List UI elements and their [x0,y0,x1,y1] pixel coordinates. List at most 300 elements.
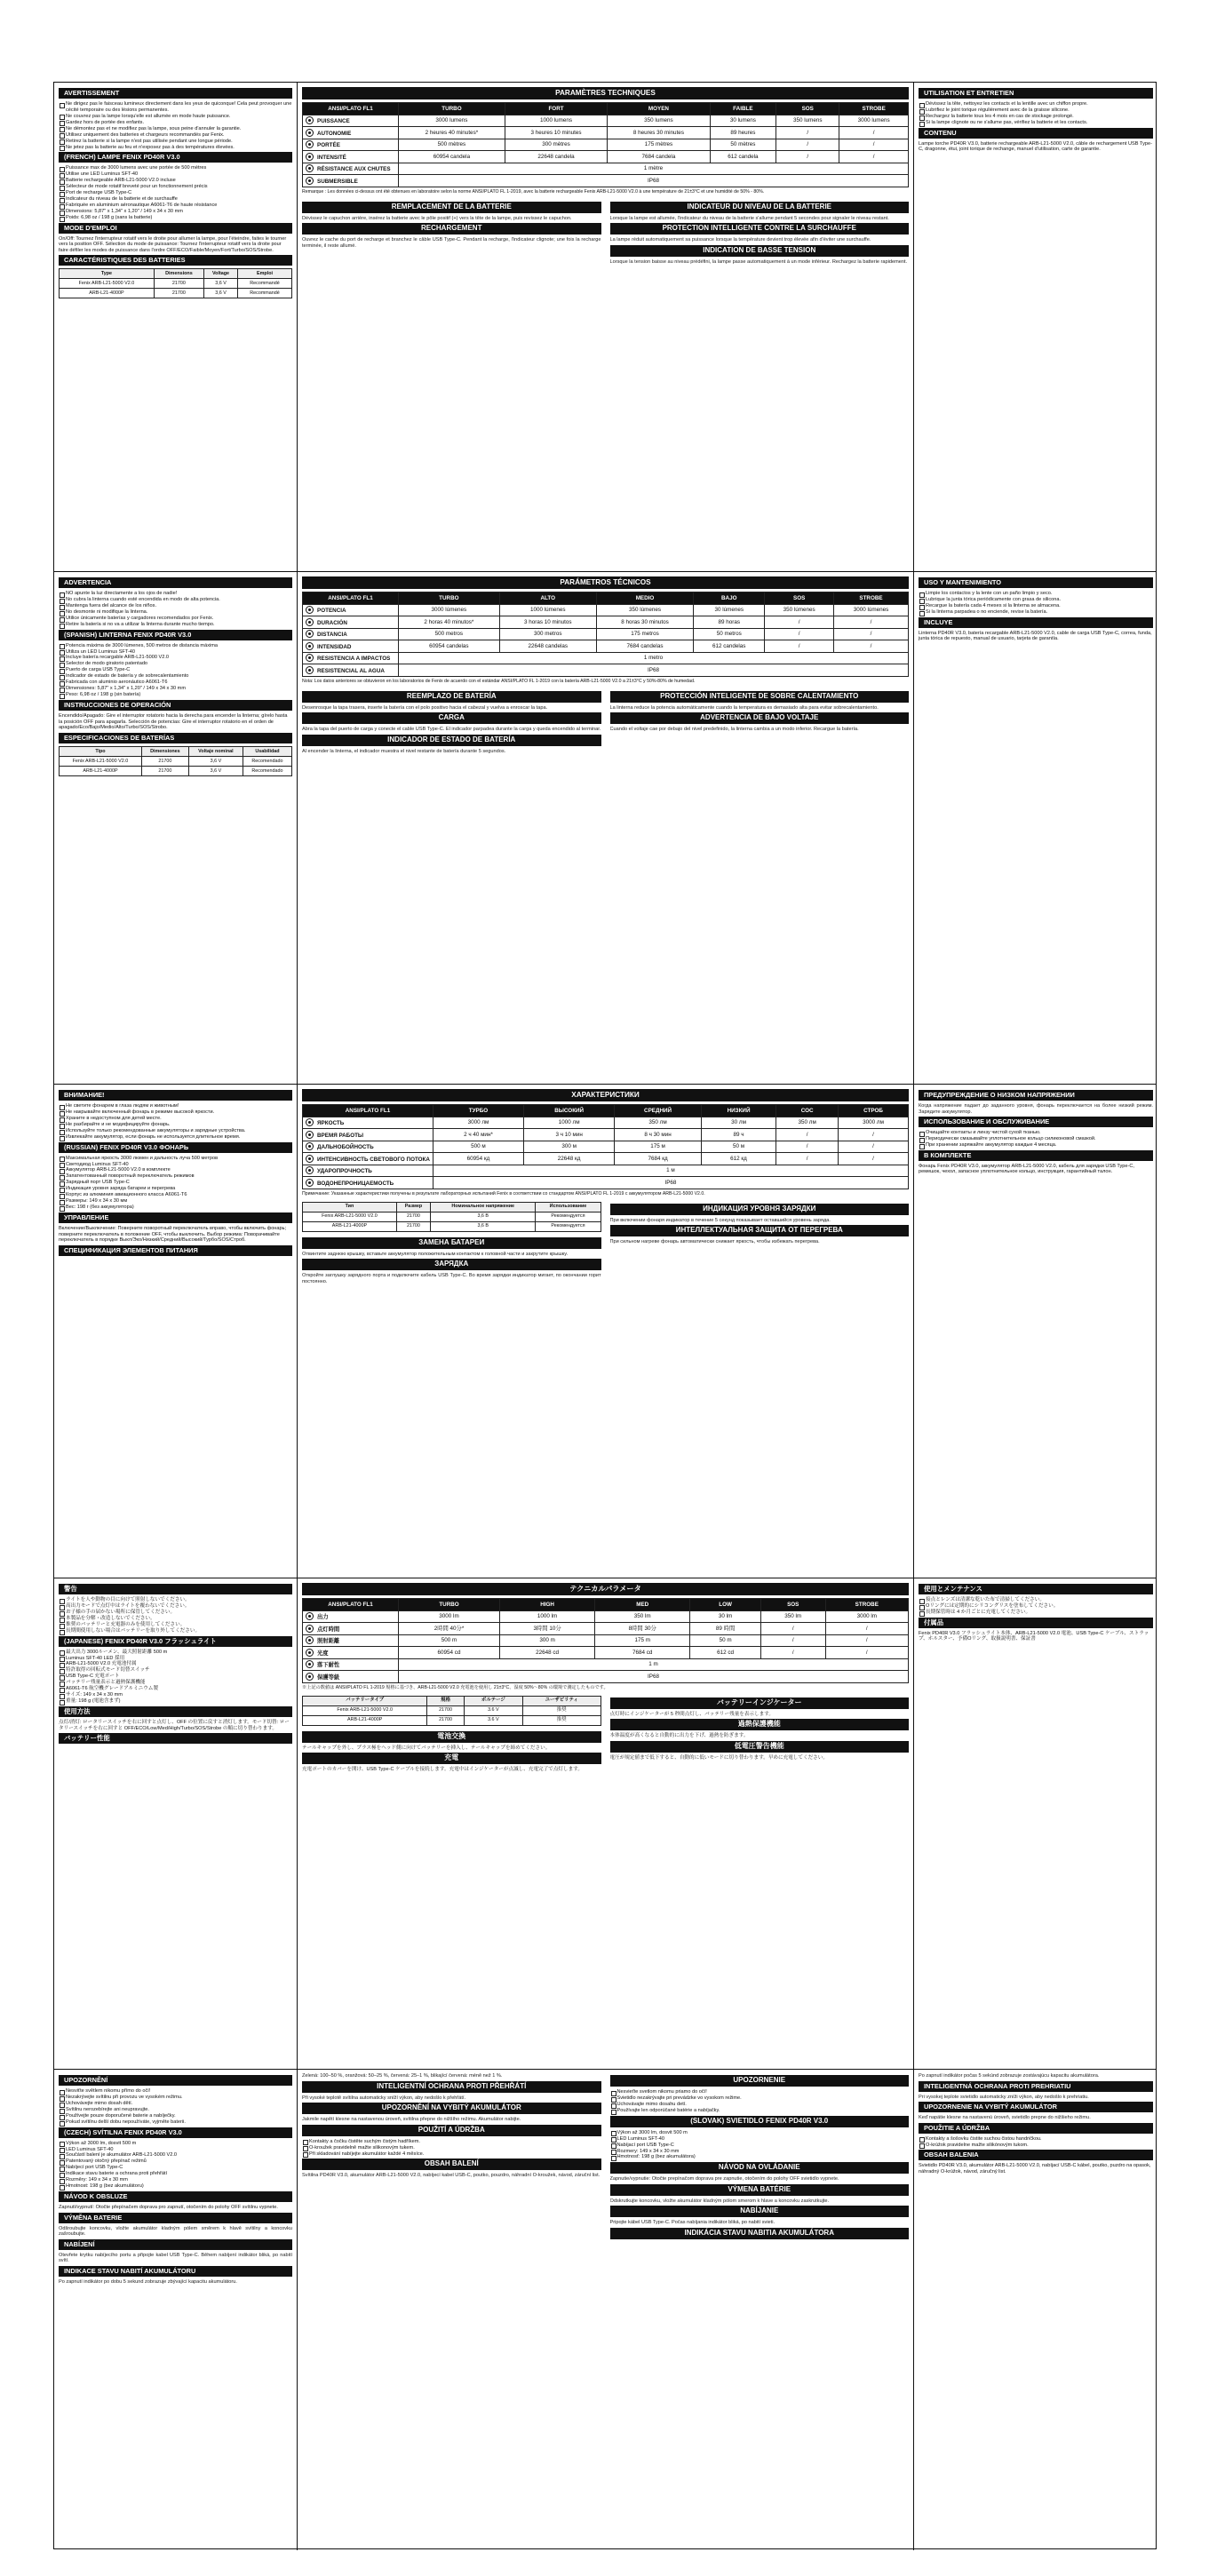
spec-cell: 612 candela [710,151,776,163]
japanese-middle-column [298,1578,914,2069]
specs-col: TURBO [399,103,505,115]
spec-cell: 3000 lm [825,1610,908,1623]
spec-cell: 3000 lúmenes [399,604,500,616]
maintenance-item: Při skladování nabíjejte akumulátor každé 4 měsíce. [302,2151,601,2158]
section-header: ИНТЕЛЛЕКТУАЛЬНАЯ ЗАЩИТА ОТ ПЕРЕГРЕВА [610,1225,910,1236]
warning-item: Не накрывайте включенный фонарь в режиме высокой яркости. [59,1109,292,1116]
section-header: ИСПОЛЬЗОВАНИЕ И ОБСЛУЖИВАНИЕ [919,1117,1153,1127]
warning-header: ВНИМАНИЕ! [59,1090,292,1101]
spec-label: 保護等級 [317,1674,340,1681]
battery-table [302,1202,601,1232]
warning-item: Uchovávajte mimo dosahu detí. [610,2102,910,2108]
feature-item: Poids: 6,98 oz / 198 g (sans la batterie) [59,215,292,221]
spec-cell: 3000 лм [839,1117,909,1129]
battery-table [59,746,292,776]
battery-col: Dimensiones [141,746,188,756]
spec-cell: 1000 лм [524,1117,615,1129]
warning-item: Не светите фонарем в глаза людям и животным! [59,1103,292,1109]
contents-text: Fenix PD40R V3.0 フラッシュライト本体、ARB-L21-5000 V2.0 電池、USB Type-C ケーブル、ストラップ、ホルスター、予備Oリング、取扱説明書、保証書 [919,1630,1149,1642]
battery-cell: ARB-L21-4000P [303,1715,427,1725]
spec-cell: 175 mètres [608,139,710,151]
battery-cell: ARB-L21-4000P [60,289,155,298]
battery-cell: 3,6 V [188,756,243,766]
spec-label: RESISTENCIAL AL AGUA [317,667,385,674]
distance-icon [306,1142,314,1150]
spec-label: УДАРОПРОЧНОСТЬ [317,1168,372,1175]
feature-item: Размеры: 149 x 34 x 30 мм [59,1198,292,1205]
water-icon [306,177,314,185]
section-text: テールキャップを外し、プラス極をヘッド側に向けてバッテリーを挿入し、テールキャップを締めてください。 [302,1745,551,1751]
feature-item: Výkon až 3000 lm, dosvit 500 m [610,2130,910,2136]
table-row [303,1212,601,1221]
battery-header: CARACTÉRISTIQUES DES BATTERIES [59,255,292,266]
section-text: Odšroubujte koncovku, vložte akumulátor kladným pólem směrem k hlavě svítilny a koncovku zašroubujte. [59,2225,292,2238]
feature-item: 最大出力 3000ルーメン、最大照射距離 500 m [59,1650,292,1656]
specs-col: SOS [765,592,834,605]
spec-cell: / [839,139,909,151]
feature-item: バッテリー残量表示と過熱保護機能 [59,1680,292,1686]
intensity-icon [306,153,314,161]
intensity-icon [306,1155,314,1163]
spec-cell: / [839,1153,909,1165]
section-text: La linterna reduce la potencia automáticamente cuando la temperatura es demasiado alta para evitar sobrecalentamiento. [609,704,879,711]
specs-col: FAIBLE [710,103,776,115]
specs-note: Nota: Los datos anteriores se obtuvieron en los laboratorios de Fenix de acuerdo con el estándar ANSI/PLATO FL 1-2019 con la batería ARB-L21-5000 V2.0 a 21±3°C y 50%-80% de humedad. [302,678,696,684]
battery-col: Использование [536,1202,601,1212]
spec-cell: 50 м [701,1141,776,1153]
spec-cell: / [760,1634,825,1647]
spanish-left-column [54,572,298,1084]
manual-sheet [53,82,1157,2549]
section-text: Po zapnutí indikátor počas 5 sekúnd zobrazuje zostávajúcu kapacitu akumulátora. [919,2073,1100,2079]
spec-cell: 300 m [500,1634,595,1647]
spec-cell: 89 時間 [690,1623,761,1635]
spec-cell: 612 cd [690,1647,761,1659]
warning-item: Svítilnu nerozebírejte ani neupravujte. [59,2107,292,2113]
spec-cell: / [776,151,839,163]
spec-cell: 7684 candelas [596,640,693,653]
feature-item: A6061-T6 航空機グレードアルミニウム製 [59,1686,292,1692]
feature-item: Nabíjací port USB Type-C [610,2143,910,2149]
warning-item: Používajte len odporúčané batérie a nabíjačky. [610,2108,910,2114]
specs-note: Примечание: Указанные характеристики получены в результате лабораторных испытаний Fenix в соответствии со стандартом ANSI/PLATO FL 1-2019 с аккумулятором ARB-L21-5000 V2.0. [302,1190,705,1197]
battery-cell: 3,6 V [204,279,238,289]
feature-item: Вес: 198 г (без аккумулятора) [59,1205,292,1211]
battery-header: ESPECIFICACIONES DE BATERÍAS [59,733,292,743]
section-header: UPOZORNENIE NA VYBITÝ AKUMULÁTOR [919,2102,1153,2112]
battery-col: Номинальное напряжение [431,1202,536,1212]
table-row [303,1117,909,1129]
warning-item: Nesviťte světlem nikomu přímo do očí! [59,2088,292,2095]
table-row [60,766,292,775]
warning-header: UPOZORNĚNÍ [59,2075,292,2086]
impact-icon [306,164,314,172]
section-header: 充電 [302,1753,601,1764]
maintenance-item: Dévissez la tête, nettoyez les contacts et la lentille avec un chiffon propre. [919,101,1153,107]
warning-item: Retirez la batterie si la lampe n'est pas utilisée pendant une longue période. [59,139,292,145]
battery-cell: 3.6 V [464,1705,522,1715]
intensity-icon [306,642,314,650]
czech-slovak-middle-column [298,2070,914,2550]
battery-table [302,1696,601,1726]
specs-note: ※上記の数値は ANSI/PLATO FL 1-2019 規格に基づき、ARB-L21-5000 V2.0 充電池を使用し 21±3°C、湿度 50%〜80% の環境で測定したものです。 [302,1684,608,1690]
section-header: USO Y MANTENIMIENTO [919,577,1153,588]
section-text: При включении фонаря индикатор в течение 5 секунд показывает оставшийся уровень заряда. [609,1217,831,1223]
spec-cell: 3 ч 10 мин [524,1129,615,1141]
section-text: Keď napätie klesne na nastavenú úroveň, svietidlo prepne do nižšieho režimu. [919,2115,1091,2121]
spec-cell: / [776,1129,839,1141]
warning-item: NO apunte la luz directamente a los ojos de nadie! [59,591,292,597]
battery-cell: 推奨 [522,1715,601,1725]
feature-item: Dimensiones: 5,87" x 1,34" x 1,20" / 149 x 34 x 30 mm [59,686,292,692]
maintenance-item: Si la linterna parpadea o no enciende, revise la batería. [919,609,1153,616]
table-row [60,279,292,289]
warning-item: 長期間使用しない場合はバッテリーを取り外してください。 [59,1628,292,1634]
section-header: 使用とメンテナンス [919,1584,1153,1594]
table-row [303,1671,909,1683]
section-text: Ouvrez le cache du port de recharge et branchez le câble USB Type-C. Pendant la recharge, l'indicateur clignote; une fois la recharge terminée, il reste allumé. [302,237,601,249]
spec-label: PUISSANCE [317,118,350,125]
section-header: INCLUYE [919,617,1153,628]
russian-right-column [914,1085,1156,1578]
warning-item: Ne jetez pas la batterie au feu et n'exposez pas à des températures élevées. [59,145,292,151]
contents-text: Linterna PD40R V3.0, batería recargable ARB-L21-5000 V2.0, cable de carga USB Type-C, correa, funda, junta tórica de repuesto, manual de usuario, tarjeta de garantía. [919,630,1152,642]
feature-item: Rozměry: 149 x 34 x 30 mm [59,2177,292,2183]
maintenance-item: O-krúžok pravidelne mažte silikónovým tukom. [919,2143,1153,2149]
section-text: Abra la tapa del puerto de carga y conecte el cable USB Type-C. El indicador parpadea durante la carga y queda encendido al terminar. [302,727,601,733]
table-row [303,616,909,629]
maintenance-item: Kontakty a čočku čistěte suchým čistým hadříkem. [302,2139,601,2145]
spec-cell: / [839,1129,909,1141]
specs-col: ТУРБО [433,1105,523,1117]
battery-cell: 21700 [427,1705,464,1715]
section-text: Pripojte kábel USB Type-C. Počas nabíjania indikátor bliká, po nabití svieti. [609,2220,776,2226]
table-row [303,652,909,664]
feature-item: Součástí balení je akumulátor ARB-L21-5000 V2.0 [59,2152,292,2159]
spec-cell: / [760,1647,825,1659]
spec-cell: 50 mètres [710,139,776,151]
spec-cell: IP68 [399,664,909,677]
battery-col: ユーザビリティ [522,1696,601,1705]
spec-cell: 350 lumens [608,115,710,127]
feature-item: Fabricada con aluminio aeronáutico A6061-T6 [59,680,292,686]
product-header: (RUSSIAN) FENIX PD40R V3.0 ФОНАРЬ [59,1142,292,1153]
russian-left-column [54,1085,298,1578]
section-header: 付属品 [919,1618,1153,1628]
section-text: Lorsque la lampe est allumée, l'indicateur du niveau de la batterie s'allume pendant 5 secondes pour signaler le niveau restant. [609,215,889,221]
feature-item: Potencia máxima de 3000 lúmenes, 500 metros de distancia máxima [59,643,292,649]
feature-item: 重量: 198 g (電池含まず) [59,1698,292,1705]
japanese-left-column [54,1578,298,2069]
section-text: Desenrosque la tapa trasera, inserte la batería con el polo positivo hacia el cabezal y vuelva a enroscar la tapa. [302,704,548,711]
spec-cell: 22648 candela [505,151,607,163]
spec-cell: 1 m [399,1658,909,1671]
section-text: Pri vysokej teplote svietidlo automaticky zníži výkon, aby nedošlo k prehriatiu. [919,2094,1089,2100]
spec-cell: 350 lm [760,1610,825,1623]
spec-label: INTENSITÉ [317,154,346,161]
feature-item: Hmotnost: 198 g (bez akumulátoru) [59,2183,292,2190]
section-text: 電圧が規定値まで低下すると、自動的に低いモードに切り替わります。早めに充電してください。 [609,1754,828,1761]
spec-cell: / [839,151,909,163]
section-header: REEMPLAZO DE BATERÍA [302,691,601,703]
feature-item: Rozmery: 149 x 34 x 30 mm [610,2149,910,2155]
warning-item: Ne dirigez pas le faisceau lumineux directement dans les yeux de quiconque! Cela peut provoquer une cécité temporaire ou des lésions permanentes. [59,101,292,113]
feature-item: Hmotnosť: 198 g (bez akumulátora) [610,2154,910,2160]
warning-item: Nezakrývejte svítilnu při provozu ve vysokém režimu. [59,2095,292,2101]
table-row [303,1634,909,1647]
maintenance-item: Rechargez la batterie tous les 4 mois en cas de stockage prolongé. [919,114,1153,120]
spec-cell: 22648 candelas [499,640,596,653]
specs-col: ANSI/PLATO FL1 [303,592,399,605]
section-header: UTILISATION ET ENTRETIEN [919,88,1153,99]
spanish-middle-column [298,572,914,1084]
feature-item: Dimensions: 5,87" x 1,34" x 1,20" / 149 x 34 x 30 mm [59,209,292,215]
table-row [303,1153,909,1165]
section-text: Когда напряжение падает до заданного уровня, фонарь переключается на более низкий режим. Зарядите аккумулятор. [919,1103,1153,1115]
czech-slovak-section [54,2070,1156,2550]
spec-label: ВОДОНЕПРОНИЦАЕМОСТЬ [317,1180,394,1187]
warning-item: Utilice únicamente baterías y cargadores recomendados por Fenix. [59,616,292,622]
section-header: NABÍJENÍ [59,2239,292,2250]
contents-text: Фонарь Fenix PD40R V3.0, аккумулятор ARB-L21-5000 V2.0, кабель для зарядки USB Type-C, ремешок, чехол, запасное уплотнительное кольцо, инструкция, гарантийный талон. [919,1163,1134,1175]
battery-col-use: Emploi [238,269,292,279]
specs-col: ANSI/PLATO FL1 [303,1599,399,1611]
spec-cell: 300 metros [499,628,596,640]
maintenance-item: Периодически смазывайте уплотнительное кольцо силиконовой смазкой. [919,1136,1153,1142]
feature-item: Patentovaný otočný přepínač režimů [59,2159,292,2165]
slovak-right-column [914,2070,1156,2550]
spec-cell: / [776,1153,839,1165]
clock-icon [306,129,314,137]
battery-cell: 21700 [154,279,203,289]
specs-col: ANSI/PLATO FL1 [303,103,399,115]
spec-cell: IP68 [399,175,909,187]
spec-cell: 60954 cd [399,1647,500,1659]
section-text: Svítilna PD40R V3.0, akumulátor ARB-L21-5000 V2.0, nabíjecí kabel USB-C, poutko, pouzdro, náhradní O-kroužek, návod, záruční list. [302,2173,601,2179]
section-text: Откройте заглушку зарядного порта и подключите кабель USB Type-C. Во время зарядки индикатор мигает, по окончании горит постоянно. [302,1273,601,1284]
battery-header: СПЕЦИФИКАЦИЯ ЭЛЕМЕНТОВ ПИТАНИЯ [59,1245,292,1256]
product-header: (SLOVAK) SVIETIDLO FENIX PD40R V3.0 [610,2116,910,2127]
russian-middle-column [298,1085,914,1578]
warning-item: Utilisez uniquement des batteries et chargeurs recommandés par Fenix. [59,132,292,139]
contents-text: Svietidlo PD40R V3.0, akumulátor ARB-L21-5000 V2.0, nabíjací USB-C kábel, poutko, puzdro na opasok, náhradný O-krúžok, návod, záručný list. [919,2163,1151,2174]
spec-cell: 22648 кд [524,1153,615,1165]
specs-table [302,592,909,677]
feature-item: Светодиод Luminus SFT-40 [59,1162,292,1168]
table-row [303,628,909,640]
table-row [303,1705,601,1715]
specs-table [302,1598,909,1683]
table-row [303,1177,909,1189]
spec-cell: 1 mètre [399,163,909,175]
battery-col: Тип [303,1202,397,1212]
operation-header: УПРАВЛЕНИЕ [59,1212,292,1223]
specs-col: НИЗКИЙ [701,1105,776,1117]
spec-label: POTENCIA [317,608,346,615]
bulb-icon [306,606,314,614]
warning-item: Используйте только рекомендованные аккумуляторы и зарядные устройства. [59,1128,292,1134]
spec-cell: 1000 lm [500,1610,595,1623]
spec-cell: 500 m [399,1634,500,1647]
spec-cell: 89 horas [694,616,765,629]
spanish-right-column [914,572,1156,1084]
table-row [303,664,909,677]
section-text: Zelená: 100–50 %, oranžová: 50–25 %, červená: 25–1 %, blikající červená: méně než 1 %. [302,2073,503,2079]
battery-cell: 3.6 V [464,1715,522,1725]
feature-item: Indikace stavu baterie a ochrana proti přehřátí [59,2171,292,2177]
spec-cell: 1 м [433,1165,908,1177]
specs-col: LOW [690,1599,761,1611]
section-text: Odskrutkujte koncovku, vložte akumulátor kladným pólom smerom k hlave a koncovku zaskrutkujte. [609,2198,830,2204]
spec-cell: 50 m [690,1634,761,1647]
spec-cell: 1000 lumens [505,115,607,127]
specs-col: ALTO [499,592,596,605]
section-text: Při vysoké teplotě svítilna automaticky sníží výkon, aby nedošlo k přehřátí. [302,2095,466,2101]
spec-label: AUTONOMIE [317,130,352,137]
section-text: При сильном нагреве фонарь автоматически снижает яркость, чтобы избежать перегрева. [609,1239,820,1245]
battery-cell: Fenix ARB-L21-5000 V2.0 [60,279,155,289]
spec-cell: 22648 cd [500,1647,595,1659]
spec-cell: 350 lúmenes [596,604,693,616]
battery-table [59,268,292,298]
specs-col: BAJO [694,592,765,605]
battery-header: バッテリー性能 [59,1733,292,1744]
spec-label: 光度 [317,1650,329,1657]
maintenance-item: Lubrique la junta tórica periódicamente con grasa de silicona. [919,597,1153,603]
specs-col: STROBE [834,592,909,605]
spec-label: ЯРКОСТЬ [317,1120,345,1127]
operation-text: Encendido/Apagado: Gire el interruptor rotatorio hacia la derecha para encender la linterna; gírelo hasta la posición OFF para apagarla. Selección de potencias: Gire el interruptor rotatorio en el orden de apagado/Eco/Bajo/Medio/Alto/Turbo/SOS/Strobo. [59,712,288,731]
specs-col: СОС [776,1105,839,1117]
specs-col: MED [595,1599,690,1611]
warning-item: Извлекайте аккумулятор, если фонарь не используется длительное время. [59,1134,292,1141]
section-header: NABÍJANIE [610,2206,910,2217]
feature-item: LED Luminus SFT-40 [59,2147,292,2153]
impact-icon [306,1166,314,1174]
battery-col: ボルテージ [464,1696,522,1705]
czech-left-column [54,2070,298,2550]
spec-cell: 300 mètres [505,139,607,151]
battery-cell: 21700 [396,1212,430,1221]
table-row [303,1658,909,1671]
section-header: 過熱保護機能 [610,1719,910,1730]
battery-col: バッテリータイプ [303,1696,427,1705]
battery-cell: 21700 [141,766,188,775]
distance-icon [306,630,314,638]
battery-col-type: Type [60,269,155,279]
maintenance-item: O-kroužek pravidelně mažte silikonovým tukem. [302,2145,601,2151]
table-row [303,1715,601,1725]
water-icon [306,666,314,674]
battery-cell: 3,6 В [431,1221,536,1231]
operation-header: NÁVOD NA OVLÁDANIE [610,2162,910,2174]
intensity-icon [306,1649,314,1657]
operation-header: NÁVOD K OBSLUZE [59,2191,292,2202]
feature-item: Batterie rechargeable ARB-L21-5000 V2.0 incluse [59,178,292,184]
feature-item: Fabriquée en aluminium aéronautique A6061-T6 de haute résistance [59,203,292,209]
warning-item: 高出力モードで点灯中はライトを覆わないでください。 [59,1603,292,1610]
feature-item: Sélecteur de mode rotatif breveté pour un fonctionnement précis [59,184,292,190]
spec-cell: 30 lumens [710,115,776,127]
feature-item: Utiliza un LED Luminus SFT-40 [59,649,292,656]
section-header: В КОМПЛЕКТЕ [919,1150,1153,1161]
battery-col-voltage: Voltage [204,269,238,279]
spec-cell: 350 лм [615,1117,702,1129]
feature-item: Výkon až 3000 lm, dosvit 500 m [59,2141,292,2147]
specs-header: ХАРАКТЕРИСТИКИ [302,1089,909,1101]
specs-col: HIGH [500,1599,595,1611]
maintenance-item: При хранении заряжайте аккумулятор каждые 4 месяца. [919,1142,1153,1149]
feature-item: Port de recharge USB Type-C [59,190,292,196]
section-text: Отвинтите заднюю крышку, вставьте аккумулятор положительным контактом к головной части и закрутите крышку. [302,1251,569,1257]
spec-label: DURACIÓN [317,619,347,626]
spec-cell: IP68 [433,1177,908,1189]
battery-cell: Recommandé [238,289,292,298]
section-header: POUŽITIE A ÚDRŽBA [919,2123,1153,2134]
clock-icon [306,1625,314,1633]
spec-cell: 3 heures 10 minutes [505,127,607,139]
spec-cell: 175 m [595,1634,690,1647]
section-header: VÝMENA BATÉRIE [610,2184,910,2196]
spec-cell: 60954 candelas [399,640,500,653]
battery-cell: Recommandé [238,279,292,289]
table-row [303,604,909,616]
warning-item: Храните в недоступном для детей месте. [59,1116,292,1122]
battery-col: 規格 [427,1696,464,1705]
spec-cell: / [765,616,834,629]
specs-col: FORT [505,103,607,115]
spec-cell: / [825,1647,908,1659]
spec-label: 出力 [317,1614,329,1621]
feature-item: Корпус из алюминия авиационного класса A6061-T6 [59,1192,292,1198]
feature-item: Peso: 6,98 oz / 198 g (sin batería) [59,692,292,698]
french-middle-column [298,83,914,571]
spec-cell: 350 lm [595,1610,690,1623]
table-row [303,1141,909,1153]
table-row [303,1129,909,1141]
spec-label: 照射距離 [317,1638,340,1645]
maintenance-item: Limpie los contactos y la lente con un paño limpio y seco. [919,591,1153,597]
table-row [303,151,909,163]
warning-item: 推奨のバッテリーと充電器のみを使用してください。 [59,1622,292,1628]
battery-cell: 21700 [141,756,188,766]
battery-cell: Fenix ARB-L21-5000 V2.0 [303,1705,427,1715]
spec-cell: / [776,127,839,139]
table-row [303,115,909,127]
section-text: 点灯時にインジケーターが 5 秒間点灯し、バッテリー残量を表示します。 [609,1711,775,1717]
operation-text: Включение/Выключение: Поверните поворотный переключатель вправо, чтобы включить фонарь; поверните переключатель в положение OFF, чтобы выключить. Выбор режима: Поворачивайте переключатель в порядке Выкл/Эко/Низкий/Средний/Высокий/Турбо/SOS/Строб. [59,1225,287,1244]
battery-cell: 推奨 [522,1705,601,1715]
spec-cell: / [834,628,909,640]
section-header: POUŽITÍ A ÚDRŽBA [302,2125,601,2136]
spec-cell: 2 ч 40 мин* [433,1129,523,1141]
water-icon [306,1673,314,1681]
spec-cell: / [834,640,909,653]
battery-col-size: Dimensions [154,269,203,279]
warning-item: No desmonte ni modifique la linterna. [59,609,292,616]
battery-cell: Рекомендуется [536,1212,601,1221]
warning-header: 警告 [59,1584,292,1594]
warning-item: Pokud svítilnu delší dobu nepoužíváte, vyjměte baterii. [59,2119,292,2126]
spec-cell: 612 кд [701,1153,776,1165]
spec-cell: / [825,1634,908,1647]
maintenance-item: Kontakty a šošovku čistite suchou čistou handričkou. [919,2136,1153,2143]
spec-cell: / [825,1623,908,1635]
section-header: CONTENU [919,128,1153,139]
spec-cell: 30 lúmenes [694,604,765,616]
battery-col: Voltaje nominal [188,746,243,756]
spec-label: INTENSIDAD [317,643,352,650]
